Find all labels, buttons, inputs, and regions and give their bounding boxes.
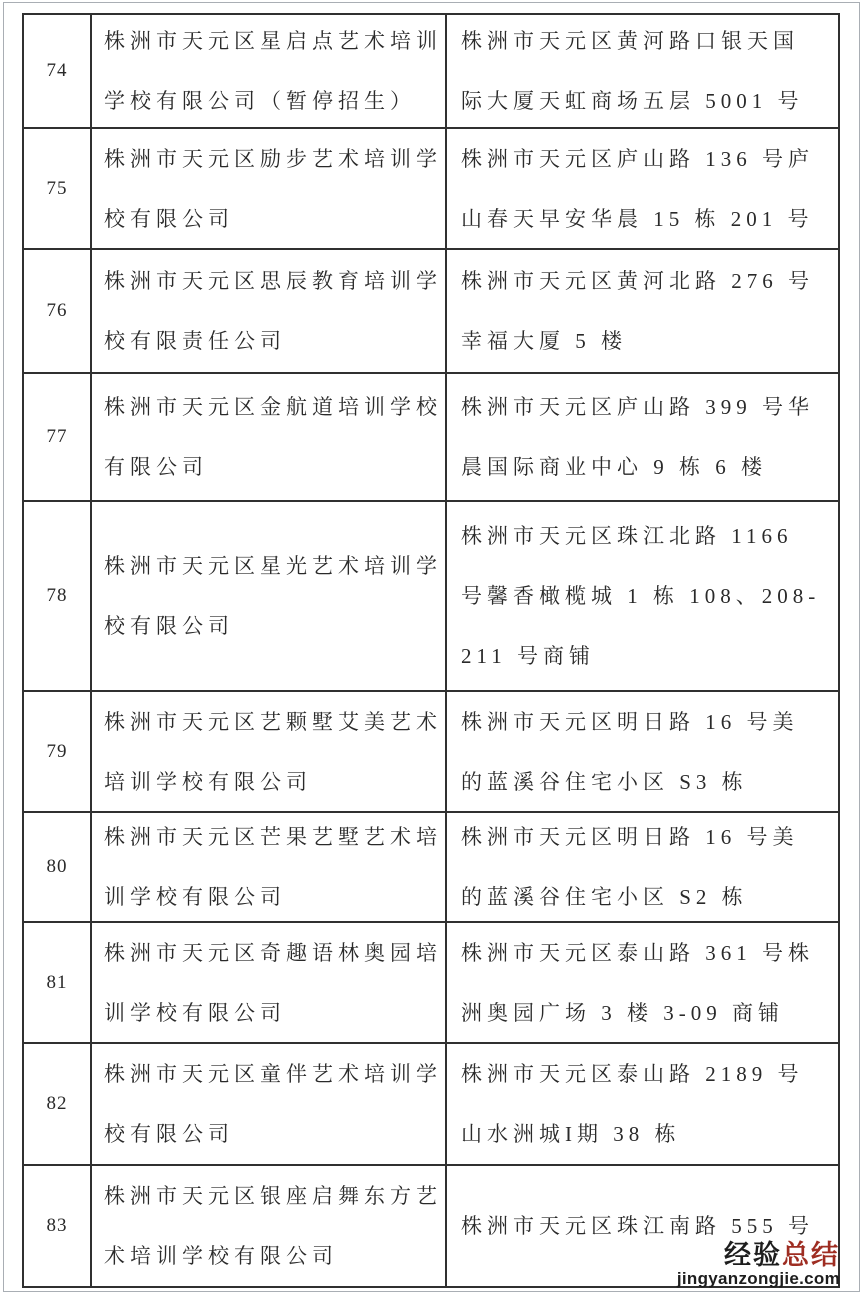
school-name: 株洲市天元区星启点艺术培训学校有限公司（暂停招生） xyxy=(104,29,442,113)
row-number-cell: 78 xyxy=(46,585,68,606)
school-address-cell xyxy=(445,923,838,1042)
table-row xyxy=(24,15,838,127)
school-address: 株洲市天元区明日路 16 号美的蓝溪谷住宅小区 S3 栋 xyxy=(461,709,799,794)
table-row xyxy=(24,248,838,372)
school-name: 株洲市天元区艺颗墅艾美艺术培训学校有限公司 xyxy=(104,709,442,794)
school-address: 株洲市天元区明日路 16 号美的蓝溪谷住宅小区 S2 栋 xyxy=(461,825,799,909)
school-name-cell xyxy=(90,15,445,127)
school-address: 株洲市天元区珠江北路 1166 号馨香橄榄城 1 栋 108、208-211 号商铺 xyxy=(461,524,821,668)
school-address-cell xyxy=(445,129,838,248)
row-number-cell: 76 xyxy=(46,300,68,321)
table-row xyxy=(24,372,838,500)
row-number-cell: 81 xyxy=(46,971,68,993)
table-row xyxy=(24,127,838,248)
school-name-cell xyxy=(90,374,445,500)
school-name-cell xyxy=(90,129,445,248)
table-row xyxy=(24,1164,840,1289)
table-row xyxy=(24,690,838,811)
school-address-cell xyxy=(445,502,838,690)
table-row xyxy=(24,500,838,690)
school-name: 株洲市天元区童伴艺术培训学校有限公司 xyxy=(104,1062,442,1146)
school-address-cell xyxy=(445,374,838,500)
row-number-cell: 77 xyxy=(46,426,68,447)
school-name: 株洲市天元区芒果艺墅艺术培训学校有限公司 xyxy=(104,825,442,909)
school-name: 株洲市天元区思辰教育培训学校有限责任公司 xyxy=(104,269,442,353)
school-name-cell xyxy=(90,1044,445,1164)
school-address: 株洲市天元区庐山路 136 号庐山春天早安华晨 15 栋 201 号 xyxy=(461,146,814,231)
watermark-brand-red: 总结 xyxy=(782,1239,840,1270)
school-address-cell xyxy=(445,813,838,921)
row-number-cell: 83 xyxy=(46,1215,68,1236)
school-address: 株洲市天元区黄河路口银天国际大厦天虹商场五层 5001 号 xyxy=(461,29,804,113)
school-name-cell xyxy=(90,923,445,1042)
school-address: 株洲市天元区珠江南路 555 号 xyxy=(461,1214,814,1238)
watermark-domain: jingyanzongjie.com xyxy=(676,1269,840,1289)
school-address-cell xyxy=(445,1166,840,1289)
school-registry-table xyxy=(22,13,840,1288)
table-row xyxy=(24,811,838,921)
school-address: 株洲市天元区黄河北路 276 号幸福大厦 5 楼 xyxy=(461,269,814,353)
row-number-cell: 82 xyxy=(46,1093,68,1114)
school-name: 株洲市天元区励步艺术培训学校有限公司 xyxy=(104,146,442,231)
school-name-cell xyxy=(90,692,445,811)
school-address-cell xyxy=(445,15,838,127)
school-address-cell xyxy=(445,1044,838,1164)
school-address: 株洲市天元区庐山路 399 号华晨国际商业中心 9 栋 6 楼 xyxy=(461,395,814,479)
row-number-cell: 74 xyxy=(46,60,68,81)
school-name: 株洲市天元区金航道培训学校有限公司 xyxy=(104,395,442,479)
row-number-cell: 79 xyxy=(46,740,68,762)
school-address-cell xyxy=(445,250,838,372)
school-address: 株洲市天元区泰山路 2189 号山水洲城I期 38 栋 xyxy=(461,1062,804,1146)
school-name: 株洲市天元区银座启舞东方艺术培训学校有限公司 xyxy=(104,1184,442,1268)
school-name-cell xyxy=(90,250,445,372)
school-address: 株洲市天元区泰山路 361 号株洲奥园广场 3 楼 3-09 商铺 xyxy=(461,940,814,1025)
school-name: 株洲市天元区奇趣语林奥园培训学校有限公司 xyxy=(104,940,442,1025)
school-address-cell xyxy=(445,692,838,811)
school-name-cell xyxy=(90,813,445,921)
row-number-cell: 80 xyxy=(46,856,68,877)
row-number-cell: 75 xyxy=(46,177,68,199)
table-row xyxy=(24,921,838,1042)
table-row xyxy=(24,1042,838,1164)
school-name: 株洲市天元区星光艺术培训学校有限公司 xyxy=(104,554,442,638)
school-name-cell xyxy=(90,1166,445,1286)
watermark-brand-black: 经验 xyxy=(724,1239,782,1270)
school-name-cell xyxy=(90,502,445,690)
